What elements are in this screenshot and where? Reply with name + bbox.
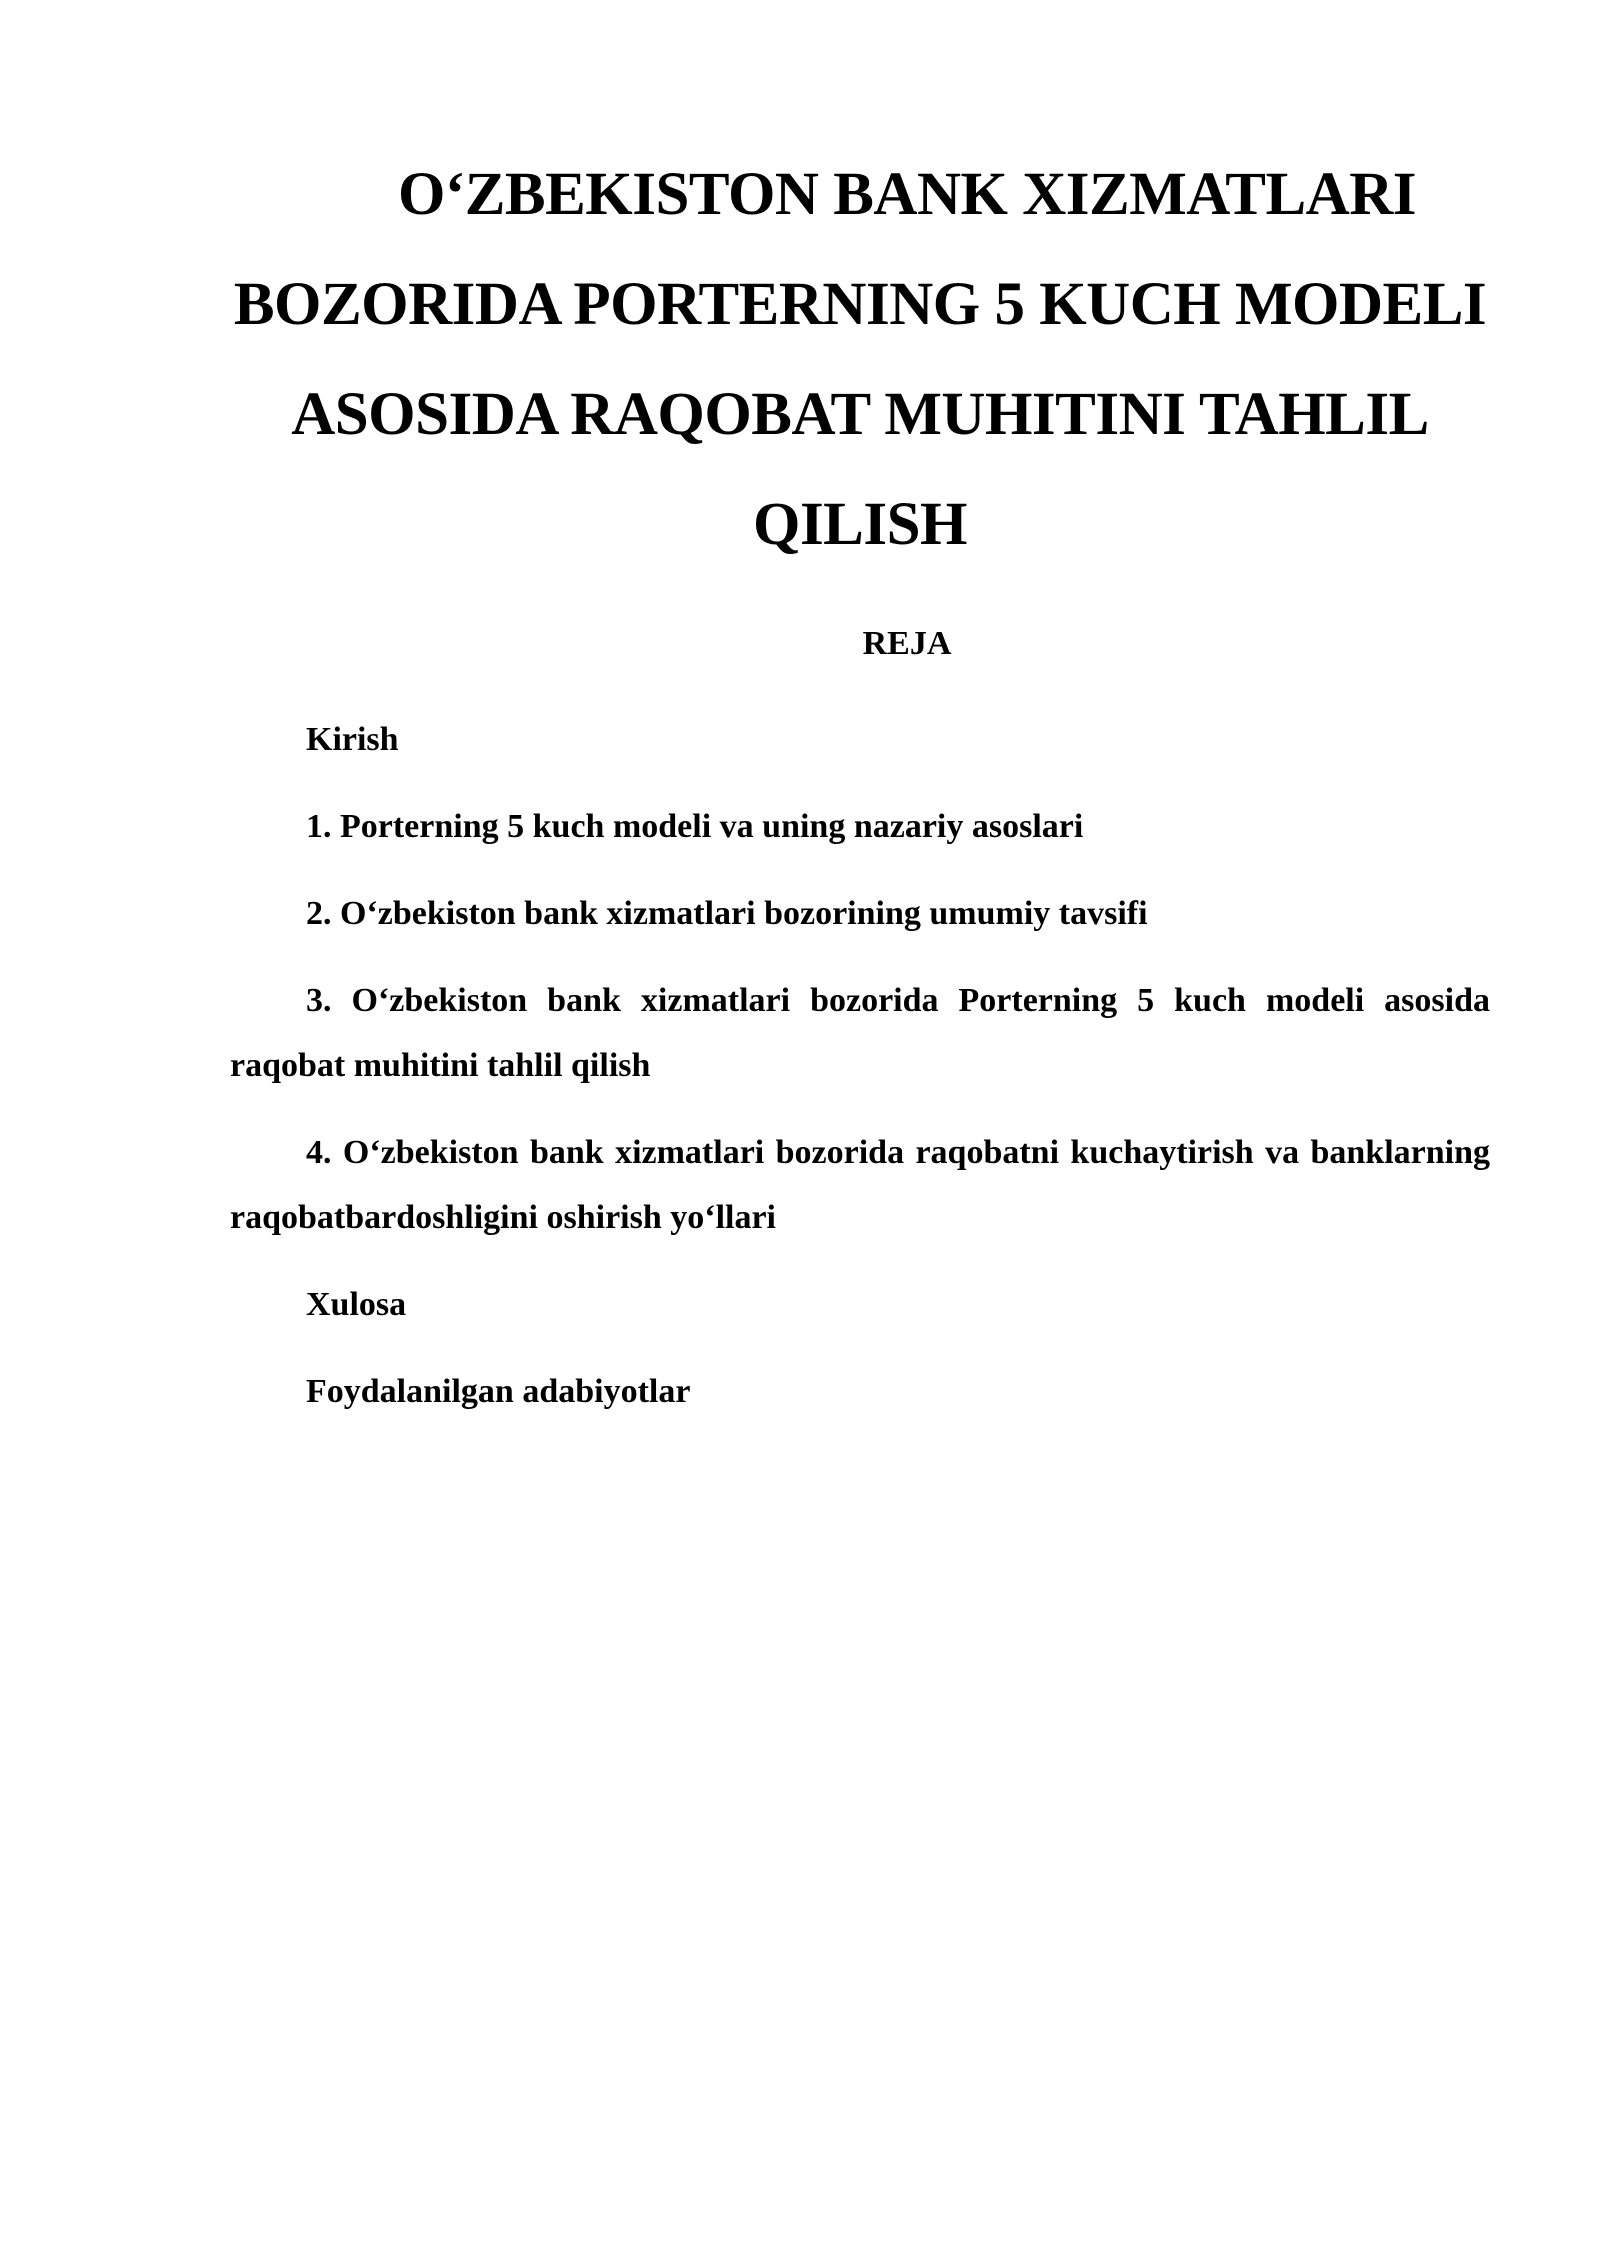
plan-item-4: 4. O‘zbekiston bank xizmatlari bozorida raqobatni kuchaytirish va banklarning raqobatbardoshligini oshirish yo‘llari: [230, 1134, 1490, 1236]
document-title: O‘ZBEKISTON BANK XIZMATLARI BOZORIDA PORTERNING 5 KUCH MODELI ASOSIDA RAQOBAT MUHITINI TAHLIL QILISH: [233, 161, 1487, 558]
plan-item-3: 3. O‘zbekiston bank xizmatlari bozorida Porterning 5 kuch modeli asosida raqobat muhitini tahlil qilish: [230, 982, 1490, 1084]
plan-item-introduction: Kirish: [306, 721, 399, 758]
plan-heading: REJA: [862, 625, 952, 662]
plan-item-1: 1. Porterning 5 kuch modeli va uning nazariy asoslari: [306, 808, 1084, 845]
plan-list: [230, 707, 1490, 1446]
plan-item-references: Foydalanilgan adabiyotlar: [306, 1373, 691, 1410]
plan-item-conclusion: Xulosa: [306, 1286, 407, 1323]
plan-item-2: 2. O‘zbekiston bank xizmatlari bozorining umumiy tavsifi: [306, 895, 1148, 932]
